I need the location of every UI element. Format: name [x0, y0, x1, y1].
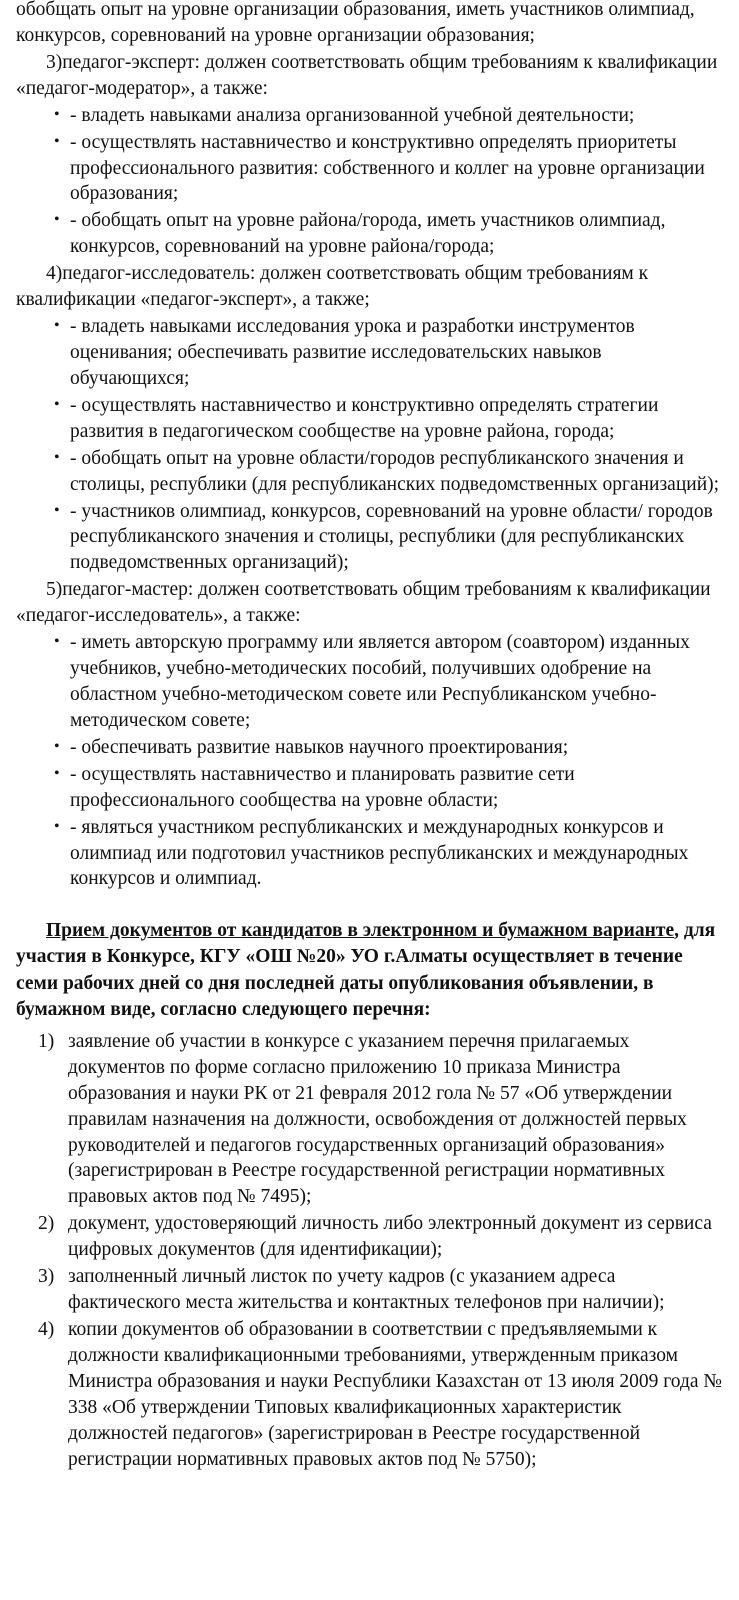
list-item: [16, 1264, 723, 1316]
list-item-text: заявление об участии в конкурсе с указанием перечня прилагаемых документов по форме согласно приложению 10 приказа Министра образования и науки РК от 21 февраля 2012 гола № 57 «Об утверждении правилам назначения на должности, освобождения от должностей первых руководителей и педагогов государственных организаций образования» (зарегистрирован в Реестре государственной регистрации нормативных правовых актов под № 7495);: [68, 1030, 687, 1208]
list-item-text: документ, удостоверяющий личность либо электронный документ из сервиса цифровых документов (для идентификации);: [68, 1213, 712, 1261]
list-item: • - владеть навыками анализа организованной учебной деятельности;: [16, 103, 723, 129]
list-item-number: 2): [38, 1213, 55, 1235]
list-item-text: заполненный личный листок по учету кадров (с указанием адреса фактического места жительства и контактных телефонов при наличии);: [68, 1266, 665, 1314]
list-item: • - обобщать опыт на уровне района/города, иметь участников олимпиад, конкурсов, соревнований на уровне района/города;: [16, 208, 723, 260]
bullet-list-3: [16, 103, 723, 261]
list-item: • - осуществлять наставничество и конструктивно определять приоритеты профессионального развития: собственного и коллег на уровне организации образования;: [16, 130, 723, 208]
submission-notice-paragraph: [16, 918, 723, 1023]
list-item: • - обеспечивать развитие навыков научного проектирования;: [16, 735, 723, 761]
list-item-number: 3): [38, 1266, 55, 1288]
list-item-number: 1): [38, 1030, 55, 1052]
list-item: • - участников олимпиад, конкурсов, соревнований на уровне области/ городов республиканского значения и столицы, республики (для республиканских подведомственных организаций);: [16, 499, 723, 577]
bullet-list-4: [16, 314, 723, 576]
list-item: • - осуществлять наставничество и конструктивно определять стратегии развития в педагогическом сообществе на уровне района, города;: [16, 393, 723, 445]
required-documents-list: [16, 1029, 723, 1473]
section-lead-4: 4)педагог-исследователь: должен соответствовать общим требованиям к квалификации «педагог-эксперт», а также;: [16, 263, 649, 311]
bullet-list-5: [16, 630, 723, 892]
list-item: • - являться участником республиканских и международных конкурсов и олимпиад или подготовил участников республиканских и международных конкурсов и олимпиад.: [16, 815, 723, 893]
list-item: • - осуществлять наставничество и планировать развитие сети профессионального сообщества на уровне области;: [16, 762, 723, 814]
list-item: [16, 1029, 723, 1210]
list-item: • - обобщать опыт на уровне области/городов республиканского значения и столицы, республики (для республиканских подведомственных организаций);: [16, 446, 723, 498]
list-item-text: копии документов об образовании в соответствии с предъявляемыми к должности квалификационными требованиями, утвержденным приказом Министра образования и науки Республики Казахстан от 13 июля 2009 года № 338 «Об утверждении Типовых квалификационных характеристик должностей педагогов» (зарегистрирован в Реестре государственной регистрации нормативных правовых актов под № 5750);: [68, 1318, 723, 1470]
top-partial-paragraph: обобщать опыт на уровне организации образования, иметь участников олимпиад, конкурсов, соревнований на уровне организации образования;: [16, 0, 695, 46]
submission-notice-rest: , для участия в Конкурсе, КГУ «ОШ №20» УО г.Алматы осуществляет в течение семи рабочих дней со дня последней даты опубликования объявлении, в бумажном виде, согласно следующего перечня:: [16, 920, 716, 1020]
submission-notice-underlined: Прием документов от кандидатов в электронном и бумажном варианте: [46, 920, 675, 942]
list-item: [16, 1211, 723, 1263]
list-item-number: 4): [38, 1318, 55, 1340]
list-item: • - иметь авторскую программу или является автором (соавтором) изданных учебников, учебно-методических пособий, получивших одобрение на областном учебно-методическом совете или Республиканском учебно- методическом совете;: [16, 630, 723, 734]
section-lead-3: 3)педагог-эксперт: должен соответствовать общим требованиям к квалификации «педагог-модератор», а также:: [16, 51, 718, 99]
list-item: • - владеть навыками исследования урока и разработки инструментов оценивания; обеспечивать развитие исследовательских навыков обучающихся;: [16, 314, 723, 392]
section-lead-5: 5)педагог-мастер: должен соответствовать общим требованиям к квалификации «педагог-исследователь», а также:: [16, 579, 711, 627]
list-item: [16, 1317, 723, 1473]
